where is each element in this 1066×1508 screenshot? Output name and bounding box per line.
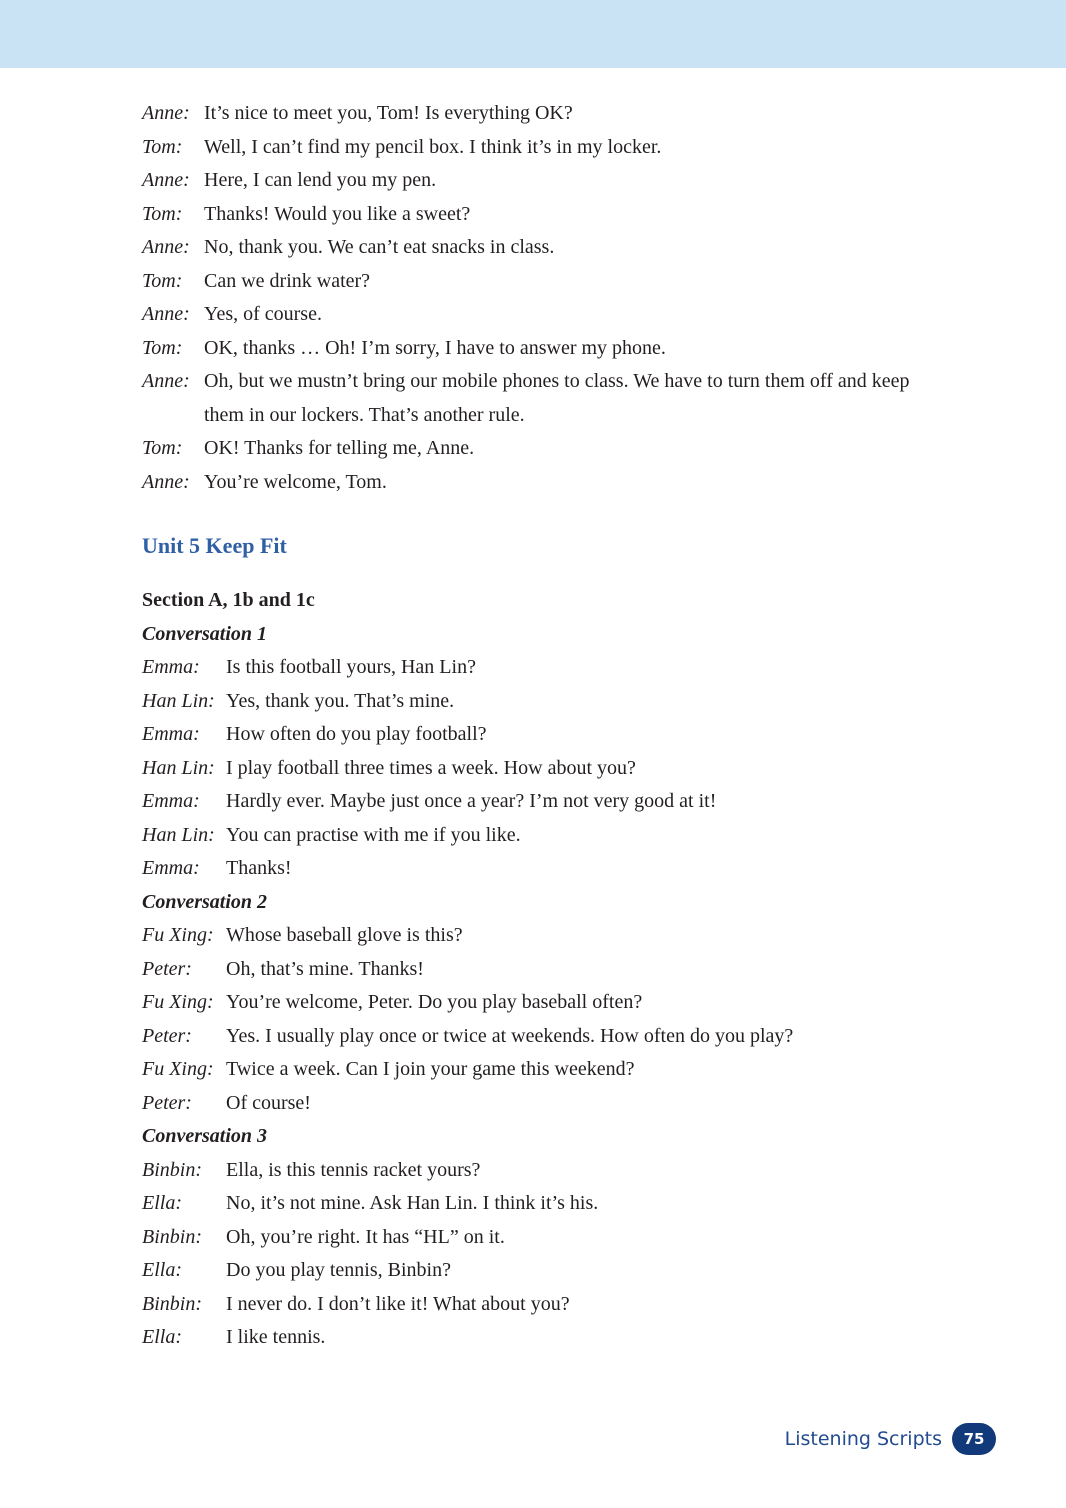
speaker: Emma:: [142, 857, 200, 879]
conversation-title: Conversation 1: [142, 622, 268, 645]
dialogue-line: [142, 785, 982, 819]
speaker: Binbin:: [142, 1158, 202, 1181]
line-text: Thanks!: [226, 857, 292, 879]
dialogue-line: [142, 466, 982, 500]
speaker: Tom:: [142, 135, 183, 158]
line-text: Yes. I usually play once or twice at weekends. How often do you play?: [226, 1024, 794, 1047]
speaker: Tom:: [142, 336, 183, 359]
dialogue-line: [142, 986, 982, 1020]
line-text: Whose baseball glove is this?: [226, 924, 463, 946]
dialogue-line: [142, 131, 982, 165]
speaker: Binbin:: [142, 1292, 202, 1315]
dialogue-line: [142, 1053, 982, 1087]
speaker: Han Lin:: [142, 756, 215, 779]
speaker: Emma:: [142, 723, 200, 745]
speaker: Fu Xing:: [142, 991, 214, 1013]
speaker: Fu Xing:: [142, 1058, 214, 1080]
speaker: Anne:: [142, 303, 190, 325]
speaker: Ella:: [142, 1326, 182, 1348]
dialogue-line: [142, 365, 982, 399]
dialogue-line: [142, 1254, 982, 1288]
header-band: [0, 0, 1066, 68]
dialogue-line: [142, 1087, 982, 1121]
dialogue-line: [142, 432, 982, 466]
speaker: Emma:: [142, 656, 200, 678]
unit-heading: Unit 5 Keep Fit: [142, 533, 287, 558]
dialogue-line: [142, 164, 982, 198]
section-title: Section A, 1b and 1c: [142, 589, 315, 611]
line-text: Here, I can lend you my pen.: [204, 169, 437, 191]
line-text: Thanks! Would you like a sweet?: [204, 202, 471, 225]
line-text: Of course!: [226, 1091, 311, 1114]
line-text: Do you play tennis, Binbin?: [226, 1259, 451, 1281]
speaker: Binbin:: [142, 1225, 202, 1248]
line-text: How often do you play football?: [226, 723, 487, 745]
line-text: No, it’s not mine. Ask Han Lin. I think it’s his.: [226, 1192, 599, 1214]
line-text: I like tennis.: [226, 1326, 326, 1348]
dialogue-line: [142, 1020, 982, 1054]
dialogue-line: [142, 1221, 982, 1255]
dialogue-line: [142, 332, 982, 366]
speaker: Fu Xing:: [142, 924, 214, 946]
speaker: Anne:: [142, 470, 190, 493]
line-text: Yes, thank you. That’s mine.: [226, 689, 455, 712]
speaker: Peter:: [142, 957, 192, 980]
line-text: Oh, you’re right. It has “HL” on it.: [226, 1225, 505, 1248]
dialogue-line: [142, 1187, 982, 1221]
dialogue-line: [142, 1288, 982, 1322]
line-text: You’re welcome, Peter. Do you play baseball often?: [226, 991, 643, 1013]
speaker: Anne:: [142, 236, 190, 258]
line-text: OK! Thanks for telling me, Anne.: [204, 437, 475, 459]
speaker: Peter:: [142, 1024, 192, 1047]
speaker: Peter:: [142, 1091, 192, 1114]
speaker: Han Lin:: [142, 823, 215, 846]
line-text: Can we drink water?: [204, 269, 371, 292]
speaker: Han Lin:: [142, 689, 215, 712]
dialogue-line: [142, 819, 982, 853]
dialogue-line-continuation: [142, 399, 982, 433]
speaker: Ella:: [142, 1192, 182, 1214]
speaker: Emma:: [142, 790, 200, 812]
dialogue-line: [142, 852, 982, 886]
line-text: No, thank you. We can’t eat snacks in class.: [204, 236, 555, 258]
page-footer: [785, 1422, 996, 1456]
dialogue-line: [142, 198, 982, 232]
dialogue-line: [142, 651, 982, 685]
line-text: You can practise with me if you like.: [226, 823, 521, 846]
speaker: Tom:: [142, 202, 183, 225]
dialogue-block-1: [142, 97, 982, 499]
line-text: OK, thanks … Oh! I’m sorry, I have to answer my phone.: [204, 336, 666, 359]
dialogue-line: [142, 265, 982, 299]
speaker: Anne:: [142, 169, 190, 191]
dialogue-line: [142, 752, 982, 786]
conversation-title: Conversation 2: [142, 890, 268, 913]
line-text: I play football three times a week. How about you?: [226, 756, 636, 779]
line-text: Ella, is this tennis racket yours?: [226, 1158, 481, 1181]
dialogue-block-2: [142, 584, 982, 1355]
speaker: Ella:: [142, 1259, 182, 1281]
speaker: Anne:: [142, 370, 190, 392]
line-text: Oh, that’s mine. Thanks!: [226, 957, 424, 980]
line-text: Well, I can’t find my pencil box. I think it’s in my locker.: [204, 135, 662, 158]
footer-label: Listening Scripts: [784, 1428, 942, 1450]
speaker: Tom:: [142, 269, 183, 292]
line-text: Twice a week. Can I join your game this weekend?: [226, 1058, 635, 1080]
line-text: It’s nice to meet you, Tom! Is everything OK?: [204, 102, 573, 124]
dialogue-line: [142, 1321, 982, 1355]
dialogue-line: [142, 231, 982, 265]
line-text: Yes, of course.: [204, 303, 322, 325]
dialogue-line: [142, 718, 982, 752]
dialogue-line: [142, 685, 982, 719]
line-text: You’re welcome, Tom.: [204, 470, 387, 493]
line-text: Oh, but we mustn’t bring our mobile phones to class. We have to turn them off and keep: [204, 370, 910, 392]
dialogue-line: [142, 298, 982, 332]
line-text: Is this football yours, Han Lin?: [226, 656, 476, 678]
line-text: I never do. I don’t like it! What about you?: [226, 1292, 570, 1315]
dialogue-line: [142, 1154, 982, 1188]
speaker: Tom:: [142, 437, 183, 459]
dialogue-line: [142, 953, 982, 987]
page-number-badge: 75: [952, 1423, 996, 1455]
line-text: Hardly ever. Maybe just once a year? I’m not very good at it!: [226, 790, 717, 812]
conversation-title: Conversation 3: [142, 1125, 268, 1147]
dialogue-line: [142, 97, 982, 131]
speaker: Anne:: [142, 102, 190, 124]
dialogue-line: [142, 919, 982, 953]
line-text: them in our lockers. That’s another rule.: [204, 403, 525, 426]
